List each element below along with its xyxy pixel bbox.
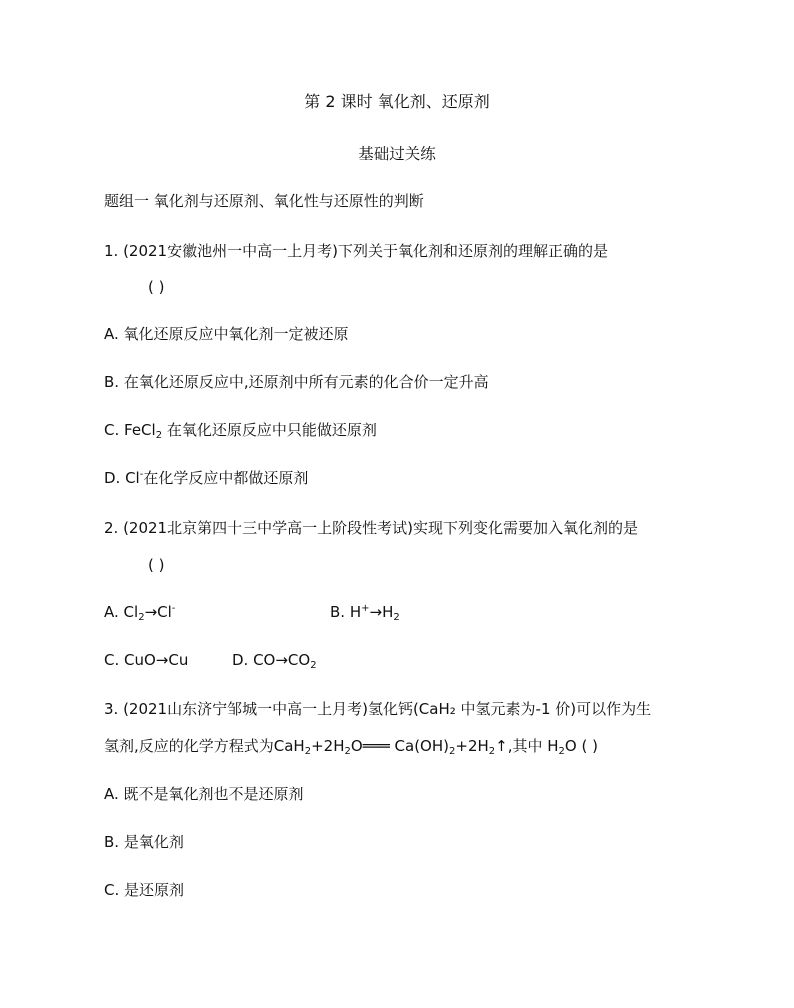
question-1-option-a: A. 氧化还原反应中氧化剂一定被还原 [104, 325, 349, 343]
question-3-stem-line-2: 氢剂,反应的化学方程式为$CaH_2+2H_2O═══$ $Ca(OH)_2+2H_2↑$,其中 $H_2O$ ( ) [104, 737, 598, 757]
question-2-option-c: C. CuO→Cu [104, 651, 189, 669]
question-1-option-c: C. FeCl$_2$ 在氧化还原反应中只能做还原剂 [104, 421, 377, 441]
group-heading: 题组一 氧化剂与还原剂、氧化性与还原性的判断 [104, 192, 424, 210]
question-1-option-d: D. Cl-在化学反应中都做还原剂 [104, 469, 309, 487]
page-title: 第 2 课时 氧化剂、还原剂 [304, 92, 490, 111]
question-2-stem: 2. (2021北京第四十三中学高一上阶段性考试)实现下列变化需要加入氧化剂的是 [104, 519, 638, 537]
question-2-option-d: D. $CO\to CO_2$ [232, 651, 317, 671]
question-1-answer-paren: ( ) [148, 278, 165, 296]
question-2-option-b: B. $H^+\to H_2$ [330, 603, 400, 623]
section-title: 基础过关练 [358, 145, 436, 163]
question-3-stem-line-1: 3. (2021山东济宁邹城一中高一上月考)氢化钙(CaH₂ 中氢元素为-1 价)可以作为生 [104, 700, 652, 718]
question-2-option-a: A. $Cl_2\to Cl^-$ [104, 603, 176, 623]
question-1-option-b: B. 在氧化还原反应中,还原剂中所有元素的化合价一定升高 [104, 373, 489, 391]
question-3-option-b: B. 是氧化剂 [104, 833, 184, 851]
question-3-option-a: A. 既不是氧化剂也不是还原剂 [104, 785, 304, 803]
question-3-option-c: C. 是还原剂 [104, 881, 185, 899]
question-1-stem: 1. (2021安徽池州一中高一上月考)下列关于氧化剂和还原剂的理解正确的是 [104, 242, 608, 260]
question-2-answer-paren: ( ) [148, 556, 165, 574]
